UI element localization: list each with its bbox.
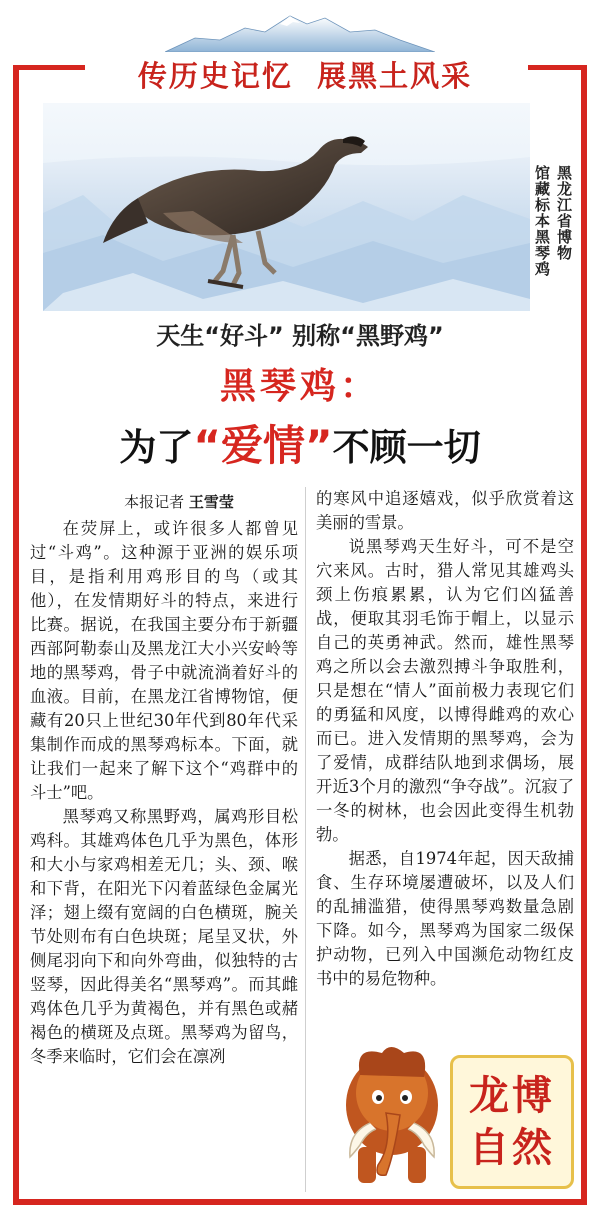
article-paragraph: 黑琴鸡又称黑野鸡，属鸡形目松鸡科。其雄鸡体色几乎为黑色，体形和大小与家鸡相差无几；头、颈、喉和下背，在阳光下闪着蓝绿色金属光泽；翅上缀有宽阔的白色横斑，腕关节处则布有白色块斑；尾呈叉状，外侧尾羽向下和向外弯曲，似独特的古竖琴，因此得美名“黑琴鸡”。而其雌鸡体色几乎为黄褐色，并有黑色或赭褐色的横斑及点斑。黑琴鸡为留鸟，冬季来临时，它们会在凛冽: [30, 807, 298, 1066]
frame-top-right-border: [528, 65, 587, 70]
byline-name: 王雪莹: [188, 493, 234, 511]
headline-title-highlight: “爱情”: [193, 421, 333, 470]
logo-line-1: 龙博: [469, 1073, 555, 1119]
article-paragraph: 的寒风中追逐嬉戏，似乎欣赏着这美丽的雪景。: [316, 489, 574, 532]
section-banner: [90, 52, 520, 97]
article-paragraph: 据悉，自1974年起，因天敌捕食、生存环境屡遭破坏，以及人们的乱捕滥猎，使得黑琴鸡数量急剧下降。如今，黑琴鸡为国家二级保护动物，已列入中国濒危动物红皮书中的易危物种。: [316, 849, 574, 988]
headline-subtitle: 天生“好斗” 别称“黑野鸡”: [156, 322, 444, 350]
article-column-left: [30, 487, 298, 1069]
frame-right-border: [581, 65, 587, 1205]
byline-label: 本报记者: [124, 493, 185, 511]
headline-title-line-1: 黑琴鸡：: [219, 365, 380, 407]
banner-title: 传历史记忆 展黑土风采: [137, 59, 473, 93]
mammoth-mascot-icon: [330, 1035, 450, 1195]
dragon-museum-nature-logo: [450, 1055, 574, 1189]
headline-title-part-1: 为了: [119, 426, 194, 469]
byline: [30, 487, 298, 517]
photo-caption: [529, 165, 577, 295]
headline-title-part-2: 不顾一切: [332, 426, 481, 469]
logo-line-2: 自然: [469, 1125, 555, 1171]
black-grouse-photo: [43, 103, 530, 311]
mountain-ornament-icon: [165, 10, 435, 52]
column-divider: [305, 487, 306, 1192]
article-paragraph: 说黑琴鸡天生好斗，可不是空穴来风。古时，猎人常见其雄鸡头颈上伤痕累累，认为它们凶猛善战，便取其羽毛饰于帽上，以显示自己的英勇神武。然而，雄性黑琴鸡之所以会去激烈搏斗争取胜利，只是想在“情人”面前极力表现它们的勇猛和风度，以博得雌鸡的欢心而已。进入发情期的黑琴鸡，会为了爱情，成群结队地到求偶场，展开近3个月的激烈“争夺战”。沉寂了一冬的树林，也会因此变得生机勃勃。: [316, 537, 574, 844]
photo-caption-line-1: 黑龙江省博物: [555, 165, 573, 261]
frame-top-left-border: [13, 65, 85, 70]
frame-left-border: [13, 65, 19, 1205]
photo-caption-line-2: 馆藏标本黑琴鸡: [533, 165, 551, 277]
article-paragraph: 在荧屏上，或许很多人都曾见过“斗鸡”。这种源于亚洲的娱乐项目，是指利用鸡形目的鸟（或其他），在发情期好斗的特点，来进行比赛。据说，在我国主要分布于新疆西部阿勒泰山及黑龙江大小兴安岭等地的黑琴鸡，骨子中就流淌着好斗的血液。目前，在黑龙江省博物馆，便藏有20只上世纪30年代到80年代采集制作而成的黑琴鸡标本。下面，就让我们一起来了解下这个“鸡群中的斗士”吧。: [30, 519, 298, 802]
frame-bottom-border: [13, 1199, 587, 1205]
article-column-right: [316, 487, 574, 991]
headline-title-line-2: [0, 413, 600, 473]
